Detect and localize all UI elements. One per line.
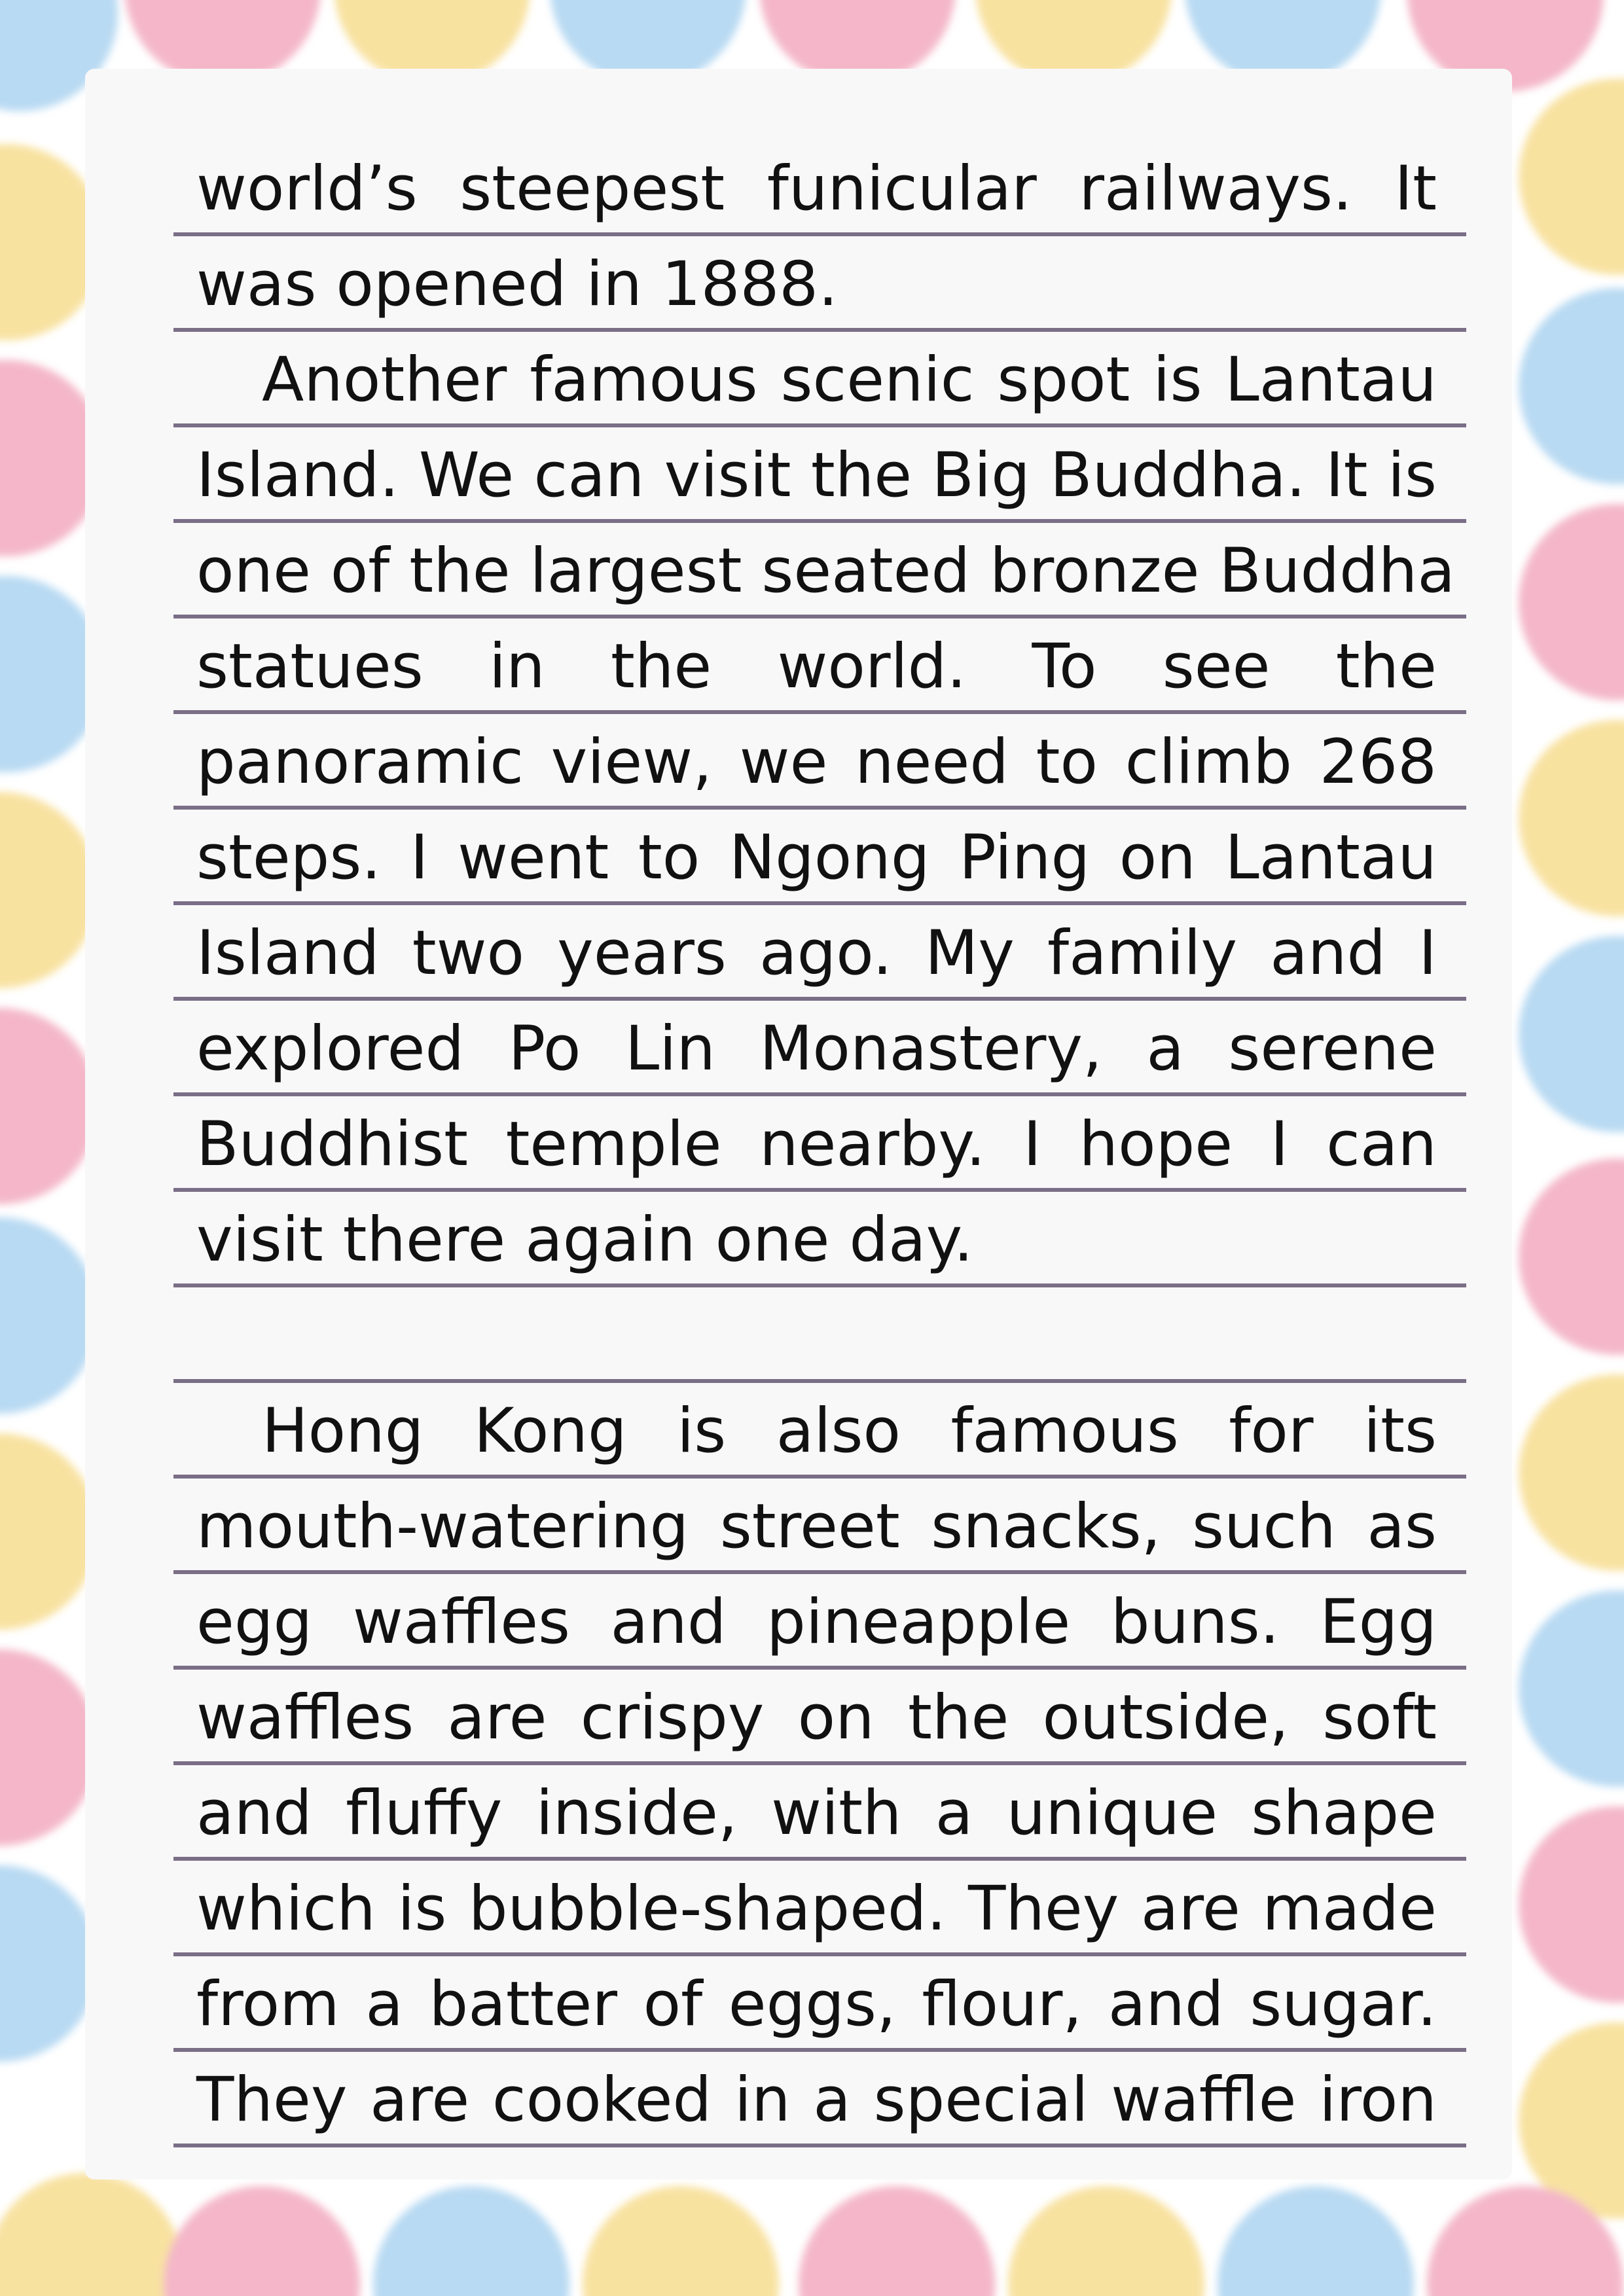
yellow-dot xyxy=(1008,2186,1204,2296)
ruled-line xyxy=(173,1001,1466,1096)
ruled-line xyxy=(173,1574,1466,1670)
text-line: from a batter of eggs, flour, and sugar. xyxy=(196,1969,1437,2040)
blue-dot xyxy=(1519,1590,1624,1787)
ruled-line xyxy=(173,141,1466,236)
ruled-line xyxy=(173,2052,1466,2147)
ruled-line xyxy=(173,1956,1466,2052)
pink-dot xyxy=(1519,1806,1624,2003)
text-line: explored Po Lin Monastery, a serene xyxy=(196,1013,1437,1085)
text-line: egg waffles and pineapple buns. Egg xyxy=(196,1587,1437,1658)
ruled-line xyxy=(173,619,1466,714)
text-line: Island. We can visit the Big Buddha. It is xyxy=(196,440,1437,511)
yellow-dot xyxy=(0,2173,183,2296)
ruled-line xyxy=(173,1479,1466,1574)
text-line: was opened in 1888. xyxy=(196,249,838,320)
ruled-line xyxy=(173,236,1466,332)
blue-dot xyxy=(0,1217,98,1414)
text-line: and fluffy inside, with a unique shape xyxy=(196,1778,1437,1849)
ruled-line xyxy=(173,1192,1466,1287)
text-line: Island two years ago. My family and I xyxy=(196,918,1437,989)
pink-dot xyxy=(164,2186,360,2296)
text-line: waffles are crispy on the outside, soft xyxy=(196,1682,1437,1753)
blue-dot xyxy=(1519,288,1624,484)
text-line: Buddhist temple nearby. I hope I can xyxy=(196,1109,1437,1180)
ruled-line xyxy=(173,1765,1466,1861)
text-line: one of the largest seated bronze Buddha xyxy=(196,535,1455,607)
text-line: panoramic view, we need to climb 268 xyxy=(196,726,1437,798)
yellow-dot xyxy=(1519,720,1624,916)
ruled-line xyxy=(173,332,1466,427)
text-line: statues in the world. To see the xyxy=(196,631,1437,702)
text-line: world’s steepest funicular railways. It xyxy=(196,153,1437,224)
blue-dot xyxy=(0,1865,98,2062)
blue-dot xyxy=(373,2186,569,2296)
yellow-dot xyxy=(0,1433,98,1630)
pink-dot xyxy=(1519,504,1624,700)
ruled-line xyxy=(173,1670,1466,1765)
yellow-dot xyxy=(583,2186,779,2296)
text-line: Another famous scenic spot is Lantau xyxy=(262,344,1437,416)
ruled-line-blank xyxy=(173,1287,1466,1383)
ruled-writing-area xyxy=(173,141,1466,2147)
ruled-line xyxy=(173,1383,1466,1479)
pink-dot xyxy=(0,1008,98,1204)
text-line: which is bubble-shaped. They are made xyxy=(196,1873,1437,1945)
ruled-line xyxy=(173,1861,1466,1956)
yellow-dot xyxy=(0,792,98,988)
text-line: Hong Kong is also famous for its xyxy=(262,1395,1437,1467)
ruled-line xyxy=(173,810,1466,905)
text-line: steps. I went to Ngong Ping on Lantau xyxy=(196,822,1437,893)
text-line: They are cooked in a special waffle iron xyxy=(196,2064,1437,2136)
ruled-line xyxy=(173,427,1466,523)
text-line: visit there again one day. xyxy=(196,1204,973,1276)
pink-dot xyxy=(799,2186,995,2296)
pink-dot xyxy=(1519,1158,1624,1355)
blue-dot xyxy=(1218,2186,1414,2296)
yellow-dot xyxy=(1519,1374,1624,1571)
ruled-line xyxy=(173,523,1466,619)
pink-dot xyxy=(0,1649,98,1846)
ruled-line xyxy=(173,905,1466,1001)
ruled-line xyxy=(173,1096,1466,1192)
text-line: mouth-watering street snacks, such as xyxy=(196,1491,1437,1562)
yellow-dot xyxy=(1519,79,1624,275)
ruled-line xyxy=(173,714,1466,810)
blue-dot xyxy=(1519,936,1624,1132)
